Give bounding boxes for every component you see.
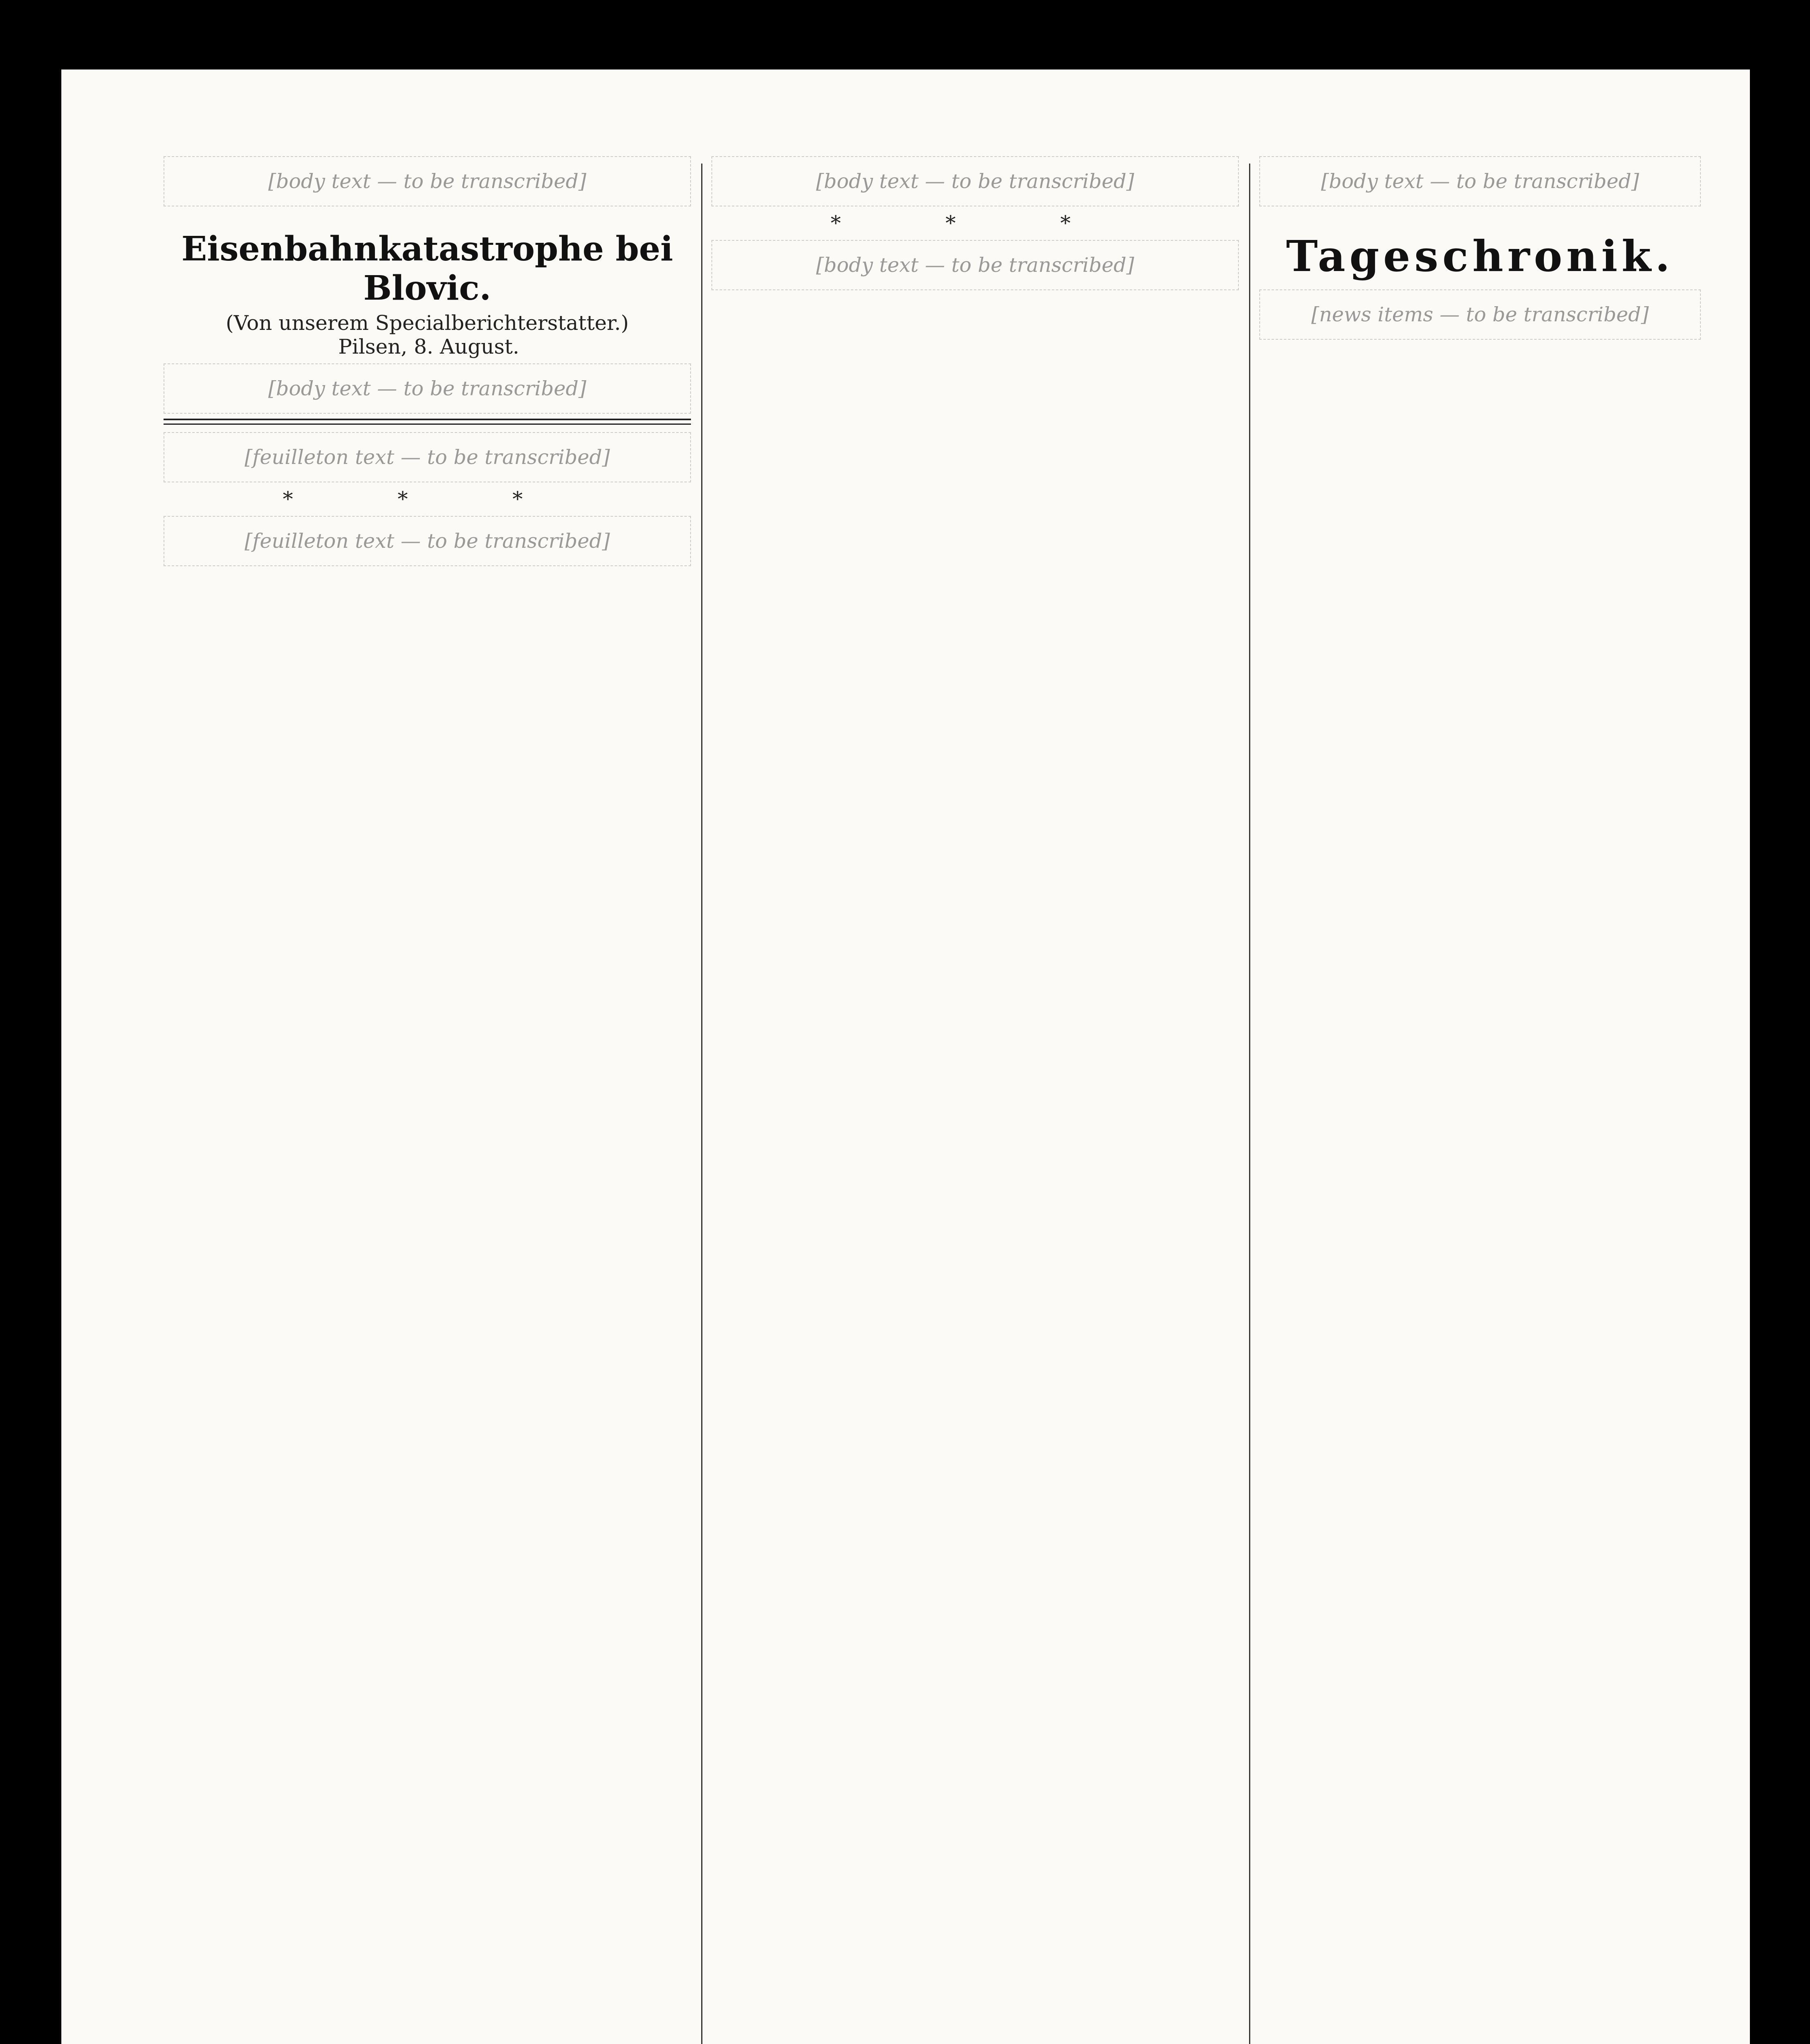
article-dateline: Pilsen, 8. August.: [338, 335, 519, 359]
section-asterisks: * * *: [830, 211, 1120, 235]
paragraph-placeholder: [body text — to be transcribed]: [711, 240, 1239, 290]
paragraph-placeholder: [body text — to be transcribed]: [711, 156, 1239, 206]
paragraph-placeholder: [news items — to be transcribed]: [1259, 289, 1701, 340]
paragraph-placeholder: [body text — to be transcribed]: [164, 156, 691, 206]
paragraph-placeholder: [feuilleton text — to be transcribed]: [164, 432, 691, 482]
column-rule: [701, 164, 702, 2044]
column-1: [164, 151, 691, 2044]
column-3: [1259, 151, 1701, 2044]
section-asterisks: * * *: [283, 487, 572, 511]
feuilleton-rule: [164, 419, 691, 425]
column-rule: [1249, 164, 1250, 2044]
paragraph-placeholder: [feuilleton text — to be transcribed]: [164, 516, 691, 566]
newspaper-page: [61, 69, 1750, 2044]
paragraph-placeholder: [body text — to be transcribed]: [1259, 156, 1701, 206]
column-2: [711, 151, 1239, 2044]
paragraph-placeholder: [body text — to be transcribed]: [164, 363, 691, 414]
section-title: Tageschronik.: [1286, 231, 1674, 281]
article-byline: (Von unserem Specialberichterstatter.): [226, 311, 629, 335]
article-headline: Eisenbahnkatastrophe bei Blovic.: [181, 229, 673, 308]
